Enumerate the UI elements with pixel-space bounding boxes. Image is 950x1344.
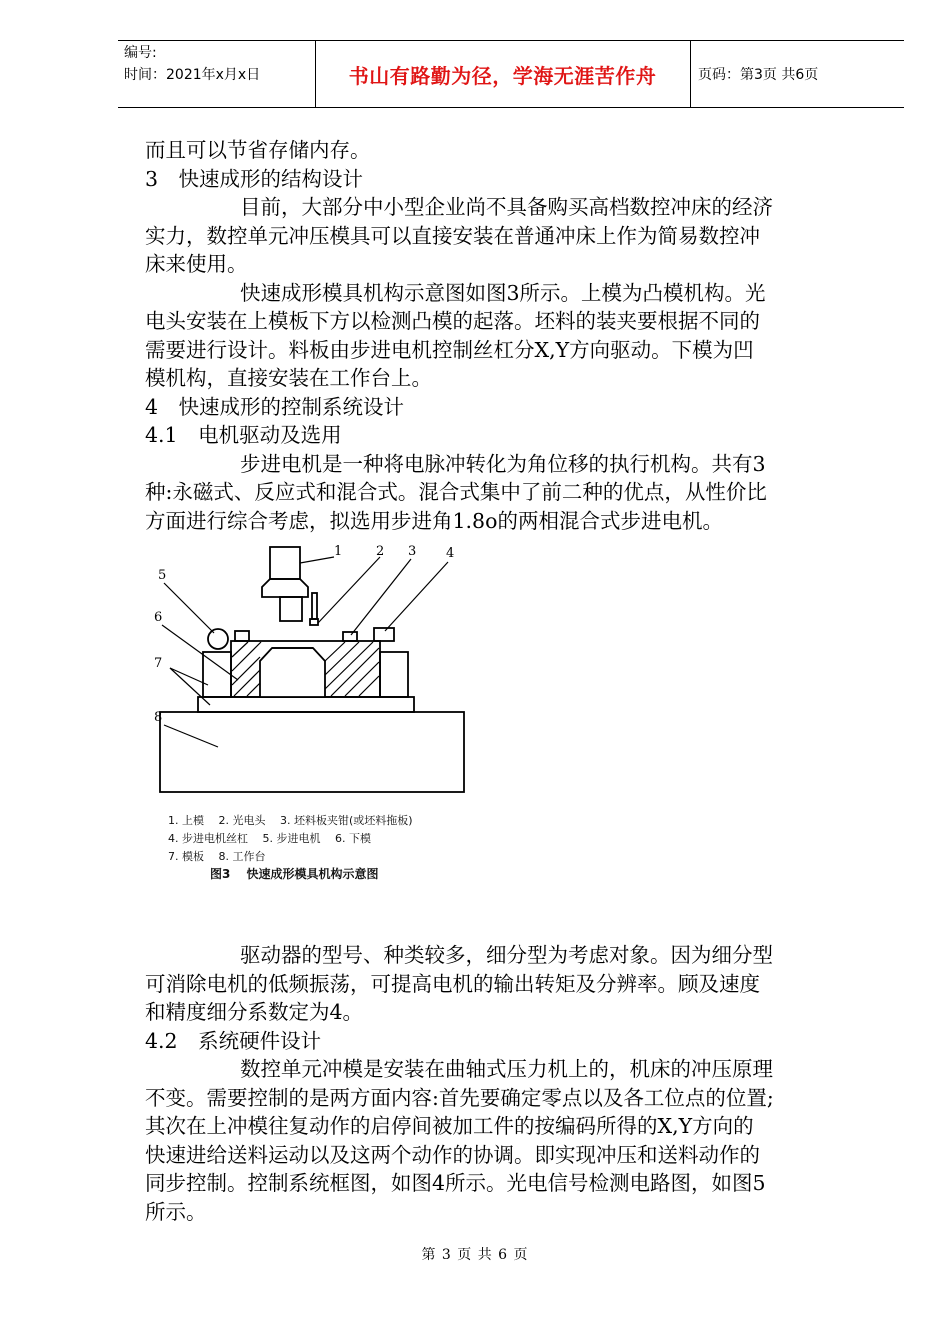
text-line: 而且可以节省存储内存。: [145, 138, 371, 162]
text-line: 可消除电机的低频振荡，可提高电机的输出转矩及分辨率。顾及速度: [145, 971, 760, 996]
text-line: 实力，数控单元冲压模具可以直接安装在普通冲床上作为简易数控冲: [145, 223, 760, 248]
header-left: [124, 42, 260, 86]
section-heading: 3 快速成形的结构设计: [145, 166, 364, 191]
text-line: 和精度细分系数定为4。: [145, 1000, 364, 1024]
upper-die-shape: [270, 547, 300, 579]
figure-caption: 图3 快速成形模具机构示意图: [210, 867, 379, 881]
code-label: 编号:: [124, 45, 157, 61]
text-line: 快速成形模具机构示意图如图3所示。上模为凸模机构。光: [240, 280, 766, 305]
text-line: 电头安装在上模板下方以检测凸模的起落。坯料的装夹要根据不同的: [145, 309, 760, 333]
figure-number: 1: [334, 544, 343, 559]
text-line: 其次在上冲模往复动作的启停间被加工件的按编码所得的X,Y方向的: [145, 1114, 754, 1138]
figure-number: 5: [158, 568, 167, 583]
text-line: 模机构，直接安装在工作台上。: [145, 366, 432, 390]
subsection-heading: 4.1 电机驱动及选用: [145, 423, 342, 447]
stepper-motor-shape: [208, 629, 228, 649]
figure-number: 8: [154, 710, 163, 725]
subsection-heading: 4.2 系统硬件设计: [145, 1028, 322, 1053]
page-header: [118, 40, 904, 108]
figure-number: 7: [154, 656, 163, 671]
figure-number: 2: [376, 544, 385, 559]
figure-number: 4: [446, 546, 455, 561]
header-motto: 书山有路勤为径，学海无涯苦作舟: [348, 63, 657, 88]
text-line: 床来使用。: [145, 252, 248, 276]
mold-mechanism-diagram: [148, 535, 478, 805]
figure-number: 6: [154, 610, 163, 625]
body-text-1: [145, 136, 865, 535]
text-line: 方面进行综合考虑，拟选用步进角1.8o的两相混合式步进电机。: [145, 508, 723, 533]
figure-number: 3: [408, 544, 417, 559]
time-label: 时间：2021年x月x日: [124, 67, 261, 83]
text-line: 种:永磁式、反应式和混合式。混合式集中了前二种的优点，从性价比: [145, 480, 767, 504]
text-line: 步进电机是一种将电脉冲转化为角位移的执行机构。共有3: [240, 451, 766, 476]
figure-legend-line: 7. 模板 8. 工作台: [168, 850, 266, 863]
text-line: 目前，大部分中小型企业尚不具备购买高档数控冲床的经济: [240, 195, 773, 219]
text-line: 快速进给送料运动以及这两个动作的协调。即实现冲压和送料动作的: [145, 1142, 760, 1167]
text-line: 同步控制。控制系统框图，如图4所示。光电信号检测电路图，如图5: [145, 1171, 766, 1195]
section-heading: 4 快速成形的控制系统设计: [145, 394, 405, 419]
text-line: 数控单元冲模是安装在曲轴式压力机上的，机床的冲压原理: [240, 1057, 773, 1081]
worktable-shape: [160, 712, 464, 792]
text-line: 驱动器的型号、种类较多，细分型为考虑对象。因为细分型: [240, 943, 773, 967]
figure-legend-line: 1. 上模 2. 光电头 3. 坯料板夹钳(或坯料拖板): [168, 814, 413, 827]
header-divider: [690, 40, 691, 108]
template-plate-shape: [198, 697, 414, 712]
text-line: 需要进行设计。料板由步进电机控制丝杠分X,Y方向驱动。下模为凹: [145, 337, 754, 362]
figure-legend-line: 4. 步进电机丝杠 5. 步进电机 6. 下模: [168, 832, 371, 845]
text-line: 所示。: [145, 1199, 207, 1224]
text-line: 不变。需要控制的是两方面内容:首先要确定零点以及各工位点的位置;: [145, 1085, 774, 1110]
page-footer: 第 3 页 共 6 页: [421, 1247, 529, 1263]
figure-3: [148, 535, 478, 890]
header-page-label: 页码：第3页 共6页: [698, 67, 819, 83]
body-text-2: [145, 941, 865, 1226]
